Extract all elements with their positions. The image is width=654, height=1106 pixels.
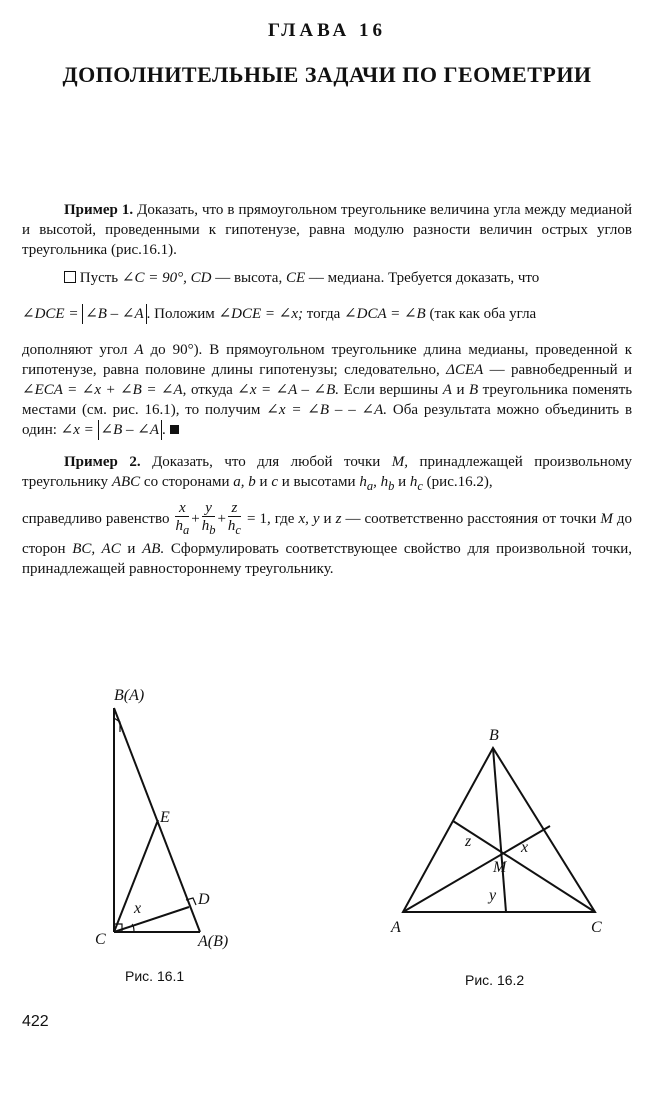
formula-a: a,	[233, 474, 245, 490]
proof-text: до 90°). В прямоугольном треугольнике длина медианы, проведенной к гипотенузе, равна половине длины гипотенузы; следовательно,	[22, 342, 632, 378]
formula-c: c	[271, 474, 278, 490]
proof-text: — соответственно расстояния от точки	[345, 510, 597, 527]
proof-text: тогда	[306, 306, 341, 322]
proof-text: и	[127, 541, 136, 557]
formula-a: A	[134, 342, 144, 358]
formula-a: A	[442, 382, 452, 398]
fraction-y: $\frac{y}{h_b}$	[201, 500, 216, 537]
formula-hb: $h_b$	[380, 474, 395, 493]
example1-label: Пример 1.	[64, 202, 134, 218]
proof-text: = 1,	[247, 510, 271, 527]
formula-x3: ∠x =	[60, 422, 94, 438]
proof-text: и	[398, 474, 407, 490]
example1-proof-line2	[22, 304, 632, 324]
proof-text: принадлежащей произвольному треугольнику	[22, 454, 633, 490]
example1-proof-rest: дополняют угол A до 90°). В прямоугольном треугольнике длина медианы, проведенной к гипотенузе, равна половине длины гипотенузы; следовательно, ΔCEA — равнобедренный и ∠ECA = ∠x + ∠B = ∠A, откуда ∠x = ∠A – ∠B. Если вершины A и B треугольника поменять местами (см. рис. 16.1), то получим ∠x = ∠B – – ∠A. Оба результата можно объединить в один: ∠x = ∠B – ∠A .	[22, 342, 633, 438]
proof-start-box-icon	[64, 271, 76, 283]
figure-16-2	[385, 720, 615, 945]
formula-dca: ∠DCA = ∠B	[344, 306, 426, 322]
proof-text: — равнобедренный и	[489, 362, 633, 378]
formula-b: B	[468, 382, 479, 398]
label-c: C	[591, 919, 602, 936]
fraction-x: $\frac{x}{h_a}$	[175, 500, 190, 537]
proof-text: Доказать, что для любой точки	[152, 454, 381, 470]
page-number: 422	[22, 1013, 49, 1030]
proof-text: — высота,	[215, 270, 283, 286]
formula-sides: BC, AC	[72, 541, 121, 557]
proof-text: со сторонами	[143, 474, 230, 490]
label-d: D	[198, 891, 210, 908]
label-z: z	[465, 833, 472, 850]
formula-abc: ABC	[111, 474, 141, 490]
formula-eca: ∠ECA = ∠x + ∠B = ∠A,	[22, 382, 187, 398]
figure-16-1	[90, 680, 290, 970]
chapter-heading: ГЛАВА 16	[267, 20, 387, 41]
example1-proof-line1	[22, 268, 632, 288]
segment-c	[453, 821, 595, 912]
proof-text: (рис.16.2),	[426, 474, 493, 490]
proof-text: (так как оба угла	[429, 306, 537, 322]
formula-dce-x: ∠DCE = ∠x;	[218, 306, 303, 322]
example2-statement	[22, 452, 632, 496]
label-m: M	[493, 859, 507, 876]
proof-text: где	[274, 510, 295, 527]
formula-hc: $h_c$	[409, 474, 423, 493]
label-b: B	[489, 727, 499, 744]
proof-text: Оба результата можно объединить в один:	[22, 402, 633, 438]
label-a: A	[391, 919, 401, 936]
formula-ab: AB.	[142, 541, 165, 557]
proof-end-square-icon	[170, 425, 179, 434]
proof-text: откуда	[190, 382, 233, 398]
proof-text: и	[456, 382, 465, 398]
caption-16-1: Рис. 16.1	[125, 968, 185, 984]
formula-b: b	[248, 474, 256, 490]
formula-m: M	[600, 510, 613, 527]
label-top: B(A)	[114, 687, 145, 704]
fraction-z: $\frac{z}{h_c}$	[227, 500, 241, 537]
formula-m: M,	[391, 454, 409, 470]
proof-text: треугольника поменять местами (см. рис. 16.1), то получим	[22, 382, 633, 418]
formula-cd: CD	[190, 270, 212, 286]
proof-text: –– медиана. Требуется доказать, что	[308, 270, 540, 286]
example2-equation: справедливо равенство $\frac{x}{h_a}$ + $\frac{y}{h_b}$ + $\frac{z}{h_c}$ = 1, где x, y и z — соответственно расстояния от точки M до сторон BC, AC и AB. Сформулировать соответствующее свойство для произвольной точки, принадлежащей равностороннему треугольнику.	[22, 500, 633, 577]
example1-statement	[22, 200, 632, 260]
proof-text: и высотами	[281, 474, 356, 490]
proof-text: справедливо равенство	[22, 510, 170, 527]
formula-x1: ∠x = ∠A – ∠B.	[237, 382, 340, 398]
proof-text: . Положим	[146, 306, 215, 322]
label-bottom-right: A(B)	[198, 933, 229, 950]
formula-cea: ΔCEA	[446, 362, 484, 378]
formula-vars: x, y	[298, 510, 320, 527]
proof-text: Сформулировать соответствующее свойство для произвольной точки, принадлежащей равностороннему треугольнику.	[22, 541, 633, 577]
proof-text: до сторон	[22, 510, 633, 557]
proof-text: Пусть	[79, 270, 119, 286]
label-x: x	[521, 839, 529, 856]
formula-z: z	[335, 510, 342, 527]
formula-abs: ∠B – ∠A	[98, 420, 162, 440]
formula-abs: ∠B – ∠A	[82, 304, 146, 324]
label-x: x	[134, 900, 142, 917]
caption-16-2: Рис. 16.2	[465, 972, 525, 988]
label-c: C	[95, 931, 106, 948]
formula-ha: $h_a$,	[359, 474, 377, 493]
formula-x2: ∠x = ∠B – – ∠A.	[266, 402, 388, 418]
chapter-title: ДОПОЛНИТЕЛЬНЫЕ ЗАДАЧИ ПО ГЕОМЕТРИИ	[62, 62, 592, 87]
formula-ce: CE	[285, 270, 306, 286]
altitude-cd	[114, 907, 189, 932]
proof-text: и	[323, 510, 332, 527]
proof-text: Если вершины	[343, 382, 439, 398]
label-e: E	[160, 809, 170, 826]
example1-text: Доказать, что в прямоугольном треугольнике величина угла между медианой и высотой, проведенными к гипотенузе, равна модулю разности величин острых углов треугольника (рис.16.1).	[22, 202, 633, 258]
formula-angle-c: ∠C = 90°,	[121, 270, 187, 286]
label-y: y	[489, 887, 497, 904]
example2-label: Пример 2.	[64, 454, 141, 470]
proof-text: дополняют угол	[22, 342, 128, 358]
formula-dce: ∠DCE =	[22, 306, 79, 322]
proof-text: и	[259, 474, 268, 490]
